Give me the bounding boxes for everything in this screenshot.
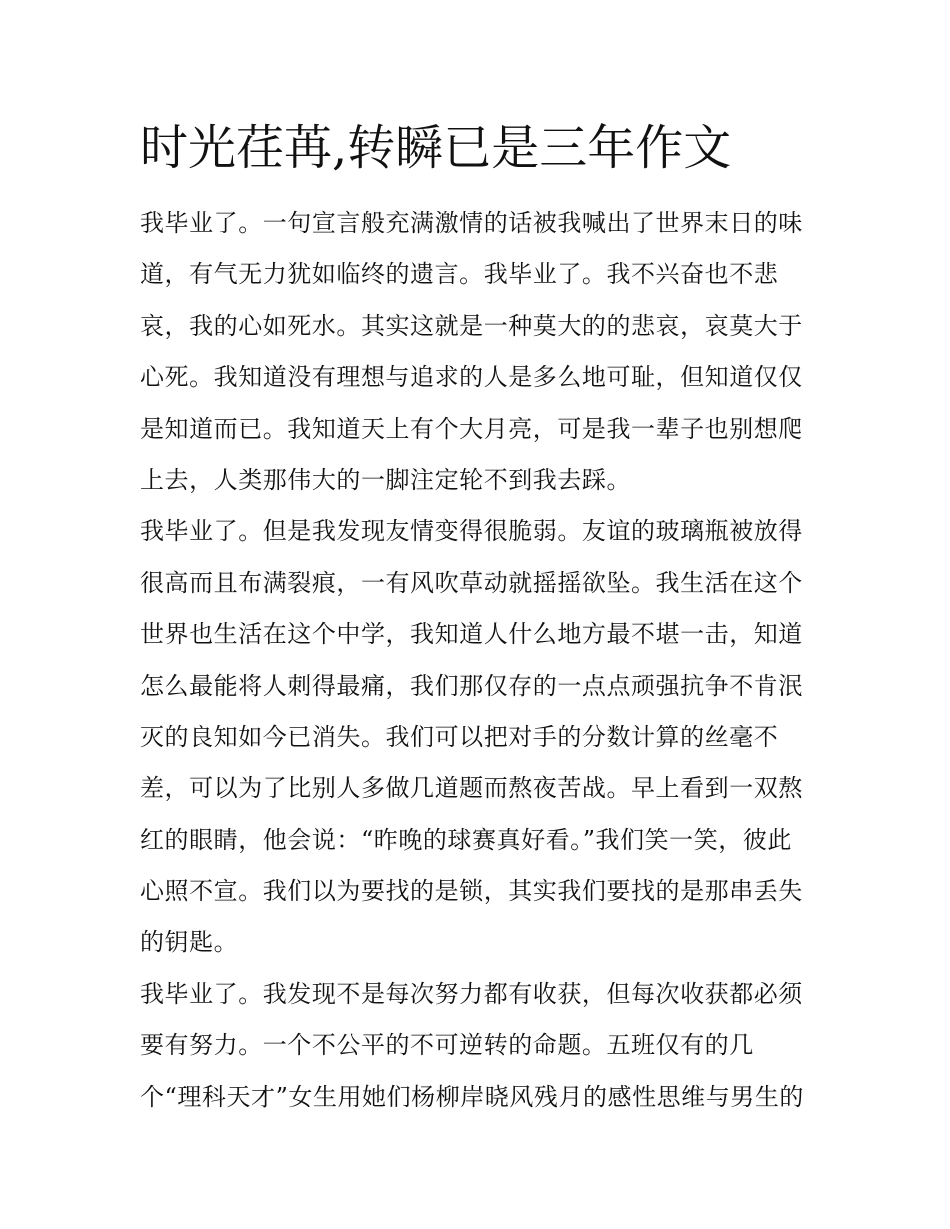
text-line: 灭的良知如今已消失。我们可以把对手的分数计算的丝毫不: [140, 722, 779, 751]
document-title: 时光荏苒,转瞬已是三年作文: [140, 120, 732, 176]
text-line: 我毕业了。一句宣言般充满激情的话被我喊出了世界末日的味: [140, 209, 803, 237]
text-line: 怎么最能将人刺得最痛，我们那仅存的一点点顽强抗争不肯泯: [140, 671, 803, 700]
text-line: 差，可以为了比别人多做几道题而熬夜苦战。早上看到一双熬: [140, 774, 803, 803]
text-line: 道，有气无力犹如临终的遗言。我毕业了。我不兴奋也不悲: [140, 260, 779, 289]
text-line: 的钥匙。: [140, 928, 239, 957]
text-line: 红的眼睛，他会说：“昨晚的球赛真好看。”我们笑一笑，彼此: [140, 825, 792, 854]
text-line: 心死。我知道没有理想与追求的人是多么地可耻，但知道仅仅: [140, 363, 803, 392]
text-line: 个“理科天才”女生用她们杨柳岸晓风残月的感性思维与男生的: [140, 1082, 804, 1111]
document-body: [140, 198, 820, 1123]
text-line: 我毕业了。我发现不是每次努力都有收获，但每次收获都必须: [140, 979, 803, 1008]
text-line: 哀，我的心如死水。其实这就是一种莫大的的悲哀，哀莫大于: [140, 311, 803, 340]
text-line: 上去，人类那伟大的一脚注定轮不到我去踩。: [140, 465, 631, 494]
text-line: 世界也生活在这个中学，我知道人什么地方最不堪一击，知道: [140, 620, 803, 649]
text-line: 是知道而已。我知道天上有个大月亮，可是我一辈子也别想爬: [140, 414, 803, 443]
text-line: 心照不宣。我们以为要找的是锁，其实我们要找的是那串丢失: [140, 877, 803, 906]
text-line: 要有努力。一个不公平的不可逆转的命题。五班仅有的几: [140, 1031, 754, 1060]
text-line: 很高而且布满裂痕，一有风吹草动就摇摇欲坠。我生活在这个: [140, 568, 803, 597]
text-line: 我毕业了。但是我发现友情变得很脆弱。友谊的玻璃瓶被放得: [140, 517, 803, 546]
